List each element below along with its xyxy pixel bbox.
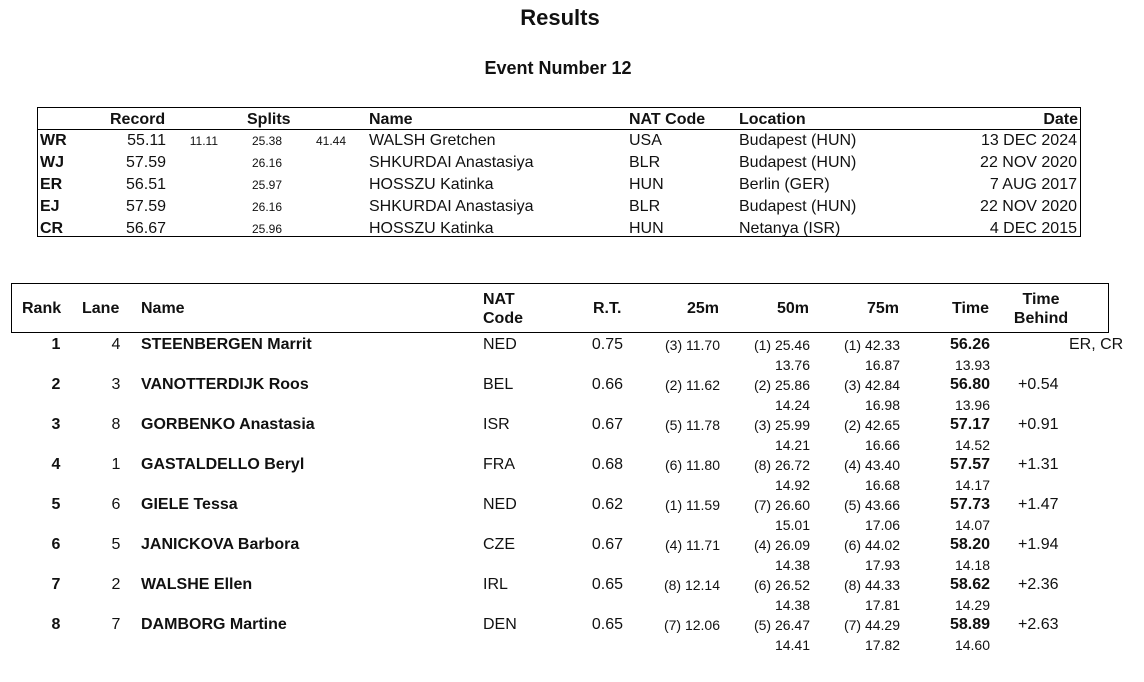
record-nat: BLR <box>629 198 661 215</box>
result-split-75m: (7) 44.29 <box>843 617 900 633</box>
result-nat: FRA <box>483 456 515 473</box>
result-lap-75m: 16.66 <box>864 437 900 453</box>
record-code: CR <box>40 220 64 237</box>
result-nat: ISR <box>483 416 510 433</box>
result-rank: 8 <box>51 616 61 633</box>
result-lap-50m: 14.24 <box>774 397 810 413</box>
result-time-behind: +2.63 <box>1018 616 1059 633</box>
record-location: Budapest (HUN) <box>739 154 857 171</box>
results-col-rt: R.T. <box>593 300 622 317</box>
results-col-time: Time <box>952 300 990 317</box>
result-lap-50m: 15.01 <box>774 517 810 533</box>
result-rank: 4 <box>51 456 61 473</box>
result-lap-final: 14.17 <box>954 477 990 493</box>
records-col-record: Record <box>110 111 166 128</box>
results-col-75m: 75m <box>867 300 900 317</box>
record-code: WR <box>40 132 67 149</box>
result-lap-final: 13.96 <box>954 397 990 413</box>
record-location: Berlin (GER) <box>739 176 830 193</box>
record-nat: HUN <box>629 176 664 193</box>
result-name: WALSHE Ellen <box>141 576 253 593</box>
results-col-behind-line1: Time <box>1022 291 1060 308</box>
result-lap-50m: 14.41 <box>774 637 810 653</box>
result-time-behind: +0.54 <box>1018 376 1059 393</box>
result-rank: 2 <box>51 376 61 393</box>
result-lap-75m: 17.06 <box>864 517 900 533</box>
result-lane: 2 <box>111 576 121 593</box>
result-name: DAMBORG Martine <box>141 616 287 633</box>
result-time: 58.89 <box>949 616 990 633</box>
record-time: 56.51 <box>125 176 166 193</box>
result-name: GORBENKO Anastasia <box>141 416 315 433</box>
result-lap-75m: 16.87 <box>864 357 900 373</box>
result-time: 58.62 <box>949 576 990 593</box>
result-lane: 7 <box>111 616 121 633</box>
result-split-50m: (6) 26.52 <box>753 577 810 593</box>
result-split-25m: (3) 11.70 <box>665 337 720 353</box>
result-split-25m: (4) 11.71 <box>665 537 720 553</box>
record-code: WJ <box>40 154 64 171</box>
result-nat: IRL <box>483 576 508 593</box>
result-time: 56.26 <box>949 336 990 353</box>
result-rank: 6 <box>51 536 61 553</box>
result-rank: 5 <box>51 496 61 513</box>
result-row <box>0 375 1144 415</box>
result-split-50m: (4) 26.09 <box>753 537 810 553</box>
result-split-50m: (5) 26.47 <box>753 617 810 633</box>
record-code: EJ <box>40 198 60 215</box>
records-col-splits: Splits <box>247 111 291 128</box>
result-lap-50m: 14.92 <box>774 477 810 493</box>
result-split-50m: (3) 25.99 <box>753 417 810 433</box>
record-split-25: 11.11 <box>189 134 218 148</box>
result-row <box>0 535 1144 575</box>
record-code: ER <box>40 176 63 193</box>
result-nat: CZE <box>483 536 515 553</box>
record-date: 22 NOV 2020 <box>980 154 1077 171</box>
page-title: Results <box>520 5 600 30</box>
record-location: Netanya (ISR) <box>739 220 841 237</box>
result-row <box>0 495 1144 535</box>
record-time: 56.67 <box>125 220 166 237</box>
result-time: 56.80 <box>949 376 990 393</box>
result-time-behind: +0.91 <box>1018 416 1059 433</box>
record-name: SHKURDAI Anastasiya <box>369 198 534 215</box>
record-date: 13 DEC 2024 <box>980 132 1077 149</box>
result-split-75m: (6) 44.02 <box>843 537 900 553</box>
result-lap-75m: 17.93 <box>864 557 900 573</box>
result-split-50m: (7) 26.60 <box>753 497 810 513</box>
record-nat: HUN <box>629 220 664 237</box>
result-nat: BEL <box>483 376 514 393</box>
record-split-75: 41.44 <box>315 134 346 148</box>
record-split-50: 26.16 <box>251 156 282 170</box>
record-time: 55.11 <box>127 132 166 149</box>
result-name: STEENBERGEN Marrit <box>141 336 312 353</box>
record-nat: BLR <box>629 154 661 171</box>
result-record-flags: ER, CR <box>1069 336 1124 353</box>
result-lane: 8 <box>111 416 121 433</box>
result-split-50m: (2) 25.86 <box>753 377 810 393</box>
result-lap-75m: 16.98 <box>864 397 900 413</box>
result-reaction-time: 0.75 <box>591 336 623 353</box>
record-name: HOSSZU Katinka <box>369 220 494 237</box>
records-table <box>37 107 1081 237</box>
result-lap-50m: 14.38 <box>774 597 810 613</box>
result-nat: NED <box>483 336 517 353</box>
result-reaction-time: 0.65 <box>591 576 623 593</box>
record-row <box>38 196 1080 218</box>
result-lap-final: 13.93 <box>954 357 990 373</box>
result-lap-75m: 17.81 <box>864 597 900 613</box>
record-row <box>38 174 1080 196</box>
result-name: GASTALDELLO Beryl <box>141 456 305 473</box>
result-lane: 1 <box>111 456 121 473</box>
result-nat: DEN <box>483 616 517 633</box>
record-date: 22 NOV 2020 <box>980 198 1077 215</box>
result-lane: 6 <box>111 496 121 513</box>
result-time: 58.20 <box>949 536 990 553</box>
result-name: GIELE Tessa <box>141 496 238 513</box>
records-col-location: Location <box>739 111 806 128</box>
result-name: JANICKOVA Barbora <box>141 536 300 553</box>
record-row <box>38 152 1080 174</box>
records-col-name: Name <box>369 111 413 128</box>
result-nat: NED <box>483 496 517 513</box>
result-split-75m: (5) 43.66 <box>843 497 900 513</box>
result-split-50m: (1) 25.46 <box>753 337 810 353</box>
result-time-behind: +1.94 <box>1018 536 1059 553</box>
result-split-25m: (2) 11.62 <box>665 377 720 393</box>
result-split-75m: (3) 42.84 <box>843 377 900 393</box>
result-lap-final: 14.07 <box>954 517 990 533</box>
result-lap-50m: 14.21 <box>774 437 810 453</box>
result-split-75m: (1) 42.33 <box>843 337 900 353</box>
result-rank: 1 <box>51 336 61 353</box>
result-time-behind: +1.47 <box>1018 496 1059 513</box>
record-name: SHKURDAI Anastasiya <box>369 154 534 171</box>
record-name: WALSH Gretchen <box>369 132 496 149</box>
result-lane: 5 <box>111 536 121 553</box>
results-header <box>11 283 1109 333</box>
record-time: 57.59 <box>125 154 166 171</box>
result-lane: 4 <box>111 336 121 353</box>
result-lane: 3 <box>111 376 121 393</box>
record-date: 4 DEC 2015 <box>989 220 1077 237</box>
results-col-50m: 50m <box>777 300 810 317</box>
results-col-name: Name <box>141 300 185 317</box>
result-split-25m: (6) 11.80 <box>665 457 720 473</box>
result-row <box>0 575 1144 615</box>
results-col-rank: Rank <box>22 300 62 317</box>
records-col-date: Date <box>1043 111 1078 128</box>
result-reaction-time: 0.62 <box>591 496 623 513</box>
record-name: HOSSZU Katinka <box>369 176 494 193</box>
result-reaction-time: 0.68 <box>591 456 623 473</box>
record-row <box>38 218 1080 240</box>
result-time: 57.17 <box>949 416 990 433</box>
record-split-50: 25.38 <box>251 134 282 148</box>
result-lap-final: 14.52 <box>954 437 990 453</box>
record-split-50: 26.16 <box>251 200 282 214</box>
result-split-25m: (7) 12.06 <box>663 617 720 633</box>
result-lap-final: 14.60 <box>954 637 990 653</box>
result-rank: 3 <box>51 416 61 433</box>
result-reaction-time: 0.67 <box>591 416 623 433</box>
result-split-25m: (8) 12.14 <box>663 577 720 593</box>
result-lap-50m: 13.76 <box>774 357 810 373</box>
record-location: Budapest (HUN) <box>739 198 857 215</box>
result-lap-final: 14.29 <box>954 597 990 613</box>
result-time: 57.73 <box>949 496 990 513</box>
result-split-25m: (5) 11.78 <box>665 417 720 433</box>
result-time-behind: +2.36 <box>1018 576 1059 593</box>
result-split-75m: (4) 43.40 <box>843 457 900 473</box>
result-row <box>0 615 1144 655</box>
results-col-lane: Lane <box>82 300 120 317</box>
results-col-nat-line2: Code <box>483 310 523 327</box>
result-row <box>0 415 1144 455</box>
result-name: VANOTTERDIJK Roos <box>141 376 309 393</box>
result-time: 57.57 <box>949 456 990 473</box>
result-lap-75m: 16.68 <box>864 477 900 493</box>
result-time-behind: +1.31 <box>1018 456 1059 473</box>
results-col-behind-line2: Behind <box>1013 310 1069 327</box>
records-header <box>38 109 1080 131</box>
record-nat: USA <box>629 132 662 149</box>
result-lap-75m: 17.82 <box>864 637 900 653</box>
results-col-nat-line1: NAT <box>483 291 515 308</box>
record-date: 7 AUG 2017 <box>989 176 1077 193</box>
record-location: Budapest (HUN) <box>739 132 857 149</box>
result-split-25m: (1) 11.59 <box>665 497 720 513</box>
result-row <box>0 335 1144 375</box>
result-lap-final: 14.18 <box>954 557 990 573</box>
record-time: 57.59 <box>125 198 166 215</box>
record-row <box>38 130 1080 152</box>
result-split-75m: (8) 44.33 <box>843 577 900 593</box>
result-reaction-time: 0.67 <box>591 536 623 553</box>
result-lap-50m: 14.38 <box>774 557 810 573</box>
record-split-50: 25.97 <box>251 178 282 192</box>
event-title: Event Number 12 <box>484 58 632 78</box>
result-rank: 7 <box>51 576 61 593</box>
result-reaction-time: 0.66 <box>591 376 623 393</box>
results-col-25m: 25m <box>687 300 720 317</box>
result-row <box>0 455 1144 495</box>
result-reaction-time: 0.65 <box>591 616 623 633</box>
result-split-75m: (2) 42.65 <box>843 417 900 433</box>
records-col-nat: NAT Code <box>629 111 706 128</box>
result-split-50m: (8) 26.72 <box>753 457 810 473</box>
record-split-50: 25.96 <box>251 222 282 236</box>
